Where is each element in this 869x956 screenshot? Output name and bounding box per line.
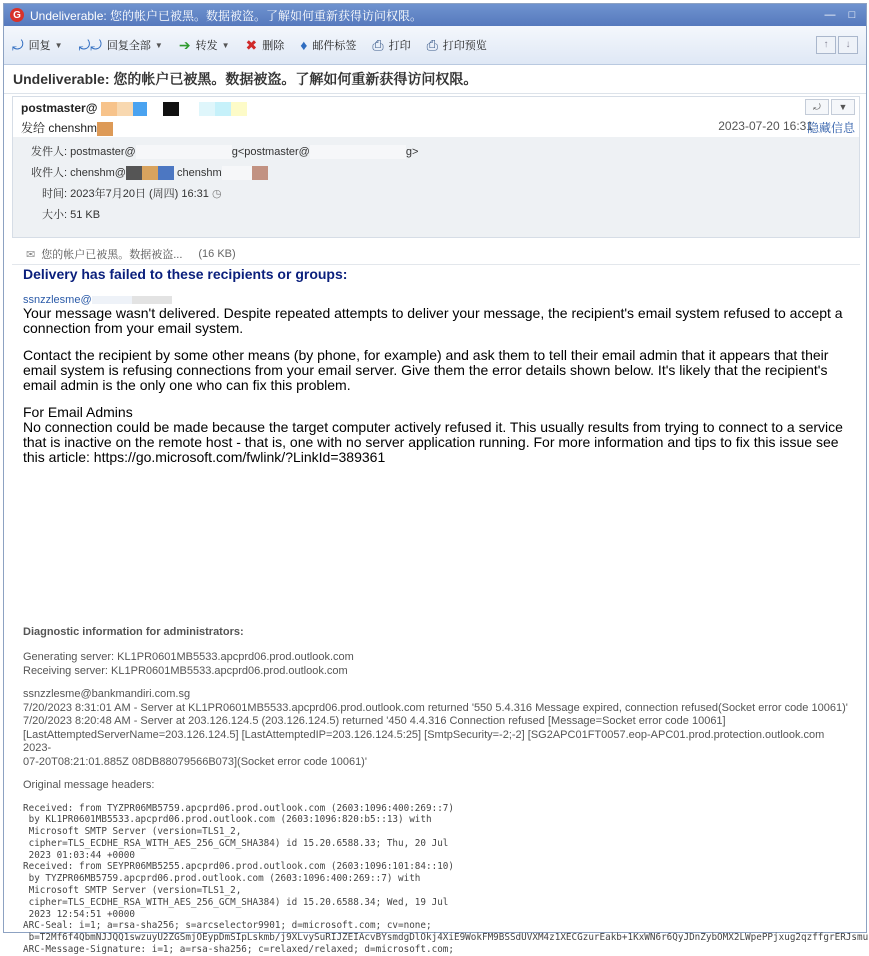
generating-server: Generating server: KL1PR0601MB5533.apcprd06.prod.outlook.com (23, 651, 354, 663)
attachment-name: 您的帐户已被黑。数据被盗... (41, 249, 183, 261)
reply-icon: ⤾ (12, 36, 24, 53)
failed-recipient[interactable]: ssnzzlesme@ (23, 294, 853, 306)
body-paragraph-3: No connection could be made because the target computer actively refused it. This usually results from trying to connect to a service that is inactive on the remote host - that is, one with no server application running. For more information and tips to fix this issue see this article: https://go.microsoft.com/fwlink/?LinkId=389361 (23, 419, 843, 465)
detail-size: 大小: 51 KB (42, 209, 101, 221)
redaction-block (163, 102, 179, 116)
delete-button[interactable]: ✖ 删除 (245, 36, 285, 53)
attachment-item[interactable] (12, 244, 860, 265)
redaction-block (133, 102, 147, 116)
redaction-block (101, 102, 117, 116)
detail-sender: 发件人: postmaster@ g<postmaster@ g> (31, 146, 419, 158)
original-headers: Received: from TYZPR06MB5759.apcprd06.prod.outlook.com (2603:1096:400:269::7) by KL1PR0601MB5533.apcprd06.prod.outlook.com (2603:1096:820:b5::13) with Microsoft SMTP Server (version=TLS1_2, cipher=TLS_ECDHE_RSA_WITH_AES_256_GCM_SHA384) id 15.20.6588.33; Thu, 20 Jul 2023 01:03:44 +0000 Received: from SEYPR06MB5255.apcprd06.prod.outlook.com (2603:1096:101:84::10) by TYZPR06MB5759.apcprd06.prod.outlook.com (2603:1096:400:269::7) with Microsoft SMTP Server (version=TLS1_2, cipher=TLS_ECDHE_RSA_WITH_AES_256_GCM_SHA384) id 15.20.6588.34; Wed, 19 Jul 2023 12:54:51 +0000 ARC-Seal: i=1; a=rsa-sha256; s=arcselector9901; d=microsoft.com; cv=none; b=T2Mf6f4QbmNJJQQ1swzuyU2ZGSmjOEypDmSIpLskmb/j9XLvySuRIJZEIAcvBYsmdgDlOkj4XiE9WokFM9BSSdUVXM4z1XECGzurEakb+1KxWN6r6QyJDnZybOMX2LWpePPjxug2qzffgrERJsmu ARC-Message-Signature: i=1; a=rsa-sha256; c=relaxed/relaxed; d=microsoft.com; (23, 802, 869, 956)
redaction-block (215, 102, 231, 116)
message-subject: Undeliverable: 您的帐户已被黑。数据被盗。了解如何重新获得访问权限。 (4, 65, 866, 94)
redaction-block (97, 122, 113, 136)
chevron-down-icon[interactable]: ▼ (154, 40, 163, 50)
diagnostic-line: 7/20/2023 8:31:01 AM - Server at KL1PR0601MB5533.apcprd06.prod.outlook.com returned '550 5.4.316 Message expired, connection refused(Socket error code 10061)' (23, 701, 848, 714)
body-paragraph-1: Your message wasn't delivered. Despite repeated attempts to deliver your message, the recipient's email system refused to accept a connection from your email system. (23, 305, 843, 336)
redaction-block (142, 166, 158, 180)
diagnostic-address: ssnzzlesme@bankmandiri.com.sg (23, 688, 191, 700)
diagnostic-line: [LastAttemptedServerName=203.126.124.5] [LastAttemptedIP=203.126.124.5:25] [SmtpSecurity=-2;-2] [SG2APC01FT0057.eop-APC01.prod.protection.outlook.com 2023- (23, 728, 825, 754)
diagnostic-section (23, 626, 869, 956)
recipient-summary: 发给 chenshm (21, 119, 113, 136)
redaction-block (92, 296, 132, 304)
envelope-icon: ✉ (26, 248, 36, 261)
redaction-block (179, 102, 199, 116)
reply-all-icon: ⤾⤾ (78, 36, 102, 53)
original-headers-title: Original message headers: (23, 779, 155, 791)
redaction-block (158, 166, 174, 180)
tag-button[interactable]: ♦ 邮件标签 (300, 37, 357, 53)
hide-details-link[interactable]: 隐藏信息 (806, 121, 855, 135)
mail-window (3, 3, 869, 956)
detail-time: 时间: 2023年7月20日 (周四) 16:31 ◷ (42, 188, 222, 200)
maximize-button[interactable]: □ (848, 9, 856, 21)
print-preview-icon: ⎙ (426, 36, 438, 53)
redaction-block (231, 102, 247, 116)
reply-button[interactable]: ⤾ 回复 ▼ (12, 36, 63, 53)
detail-recipient: 收件人: chenshm@ chenshm (31, 164, 268, 180)
redaction-block (310, 145, 406, 159)
print-button[interactable]: ⎙ 打印 (372, 36, 411, 53)
redaction-block (126, 166, 142, 180)
next-message-button[interactable]: ↓ (838, 36, 858, 54)
clock-icon: ◷ (211, 188, 222, 200)
diagnostic-title: Diagnostic information for administrators: (23, 626, 244, 638)
admin-section-title: For Email Admins (23, 404, 133, 420)
message-header (12, 96, 860, 238)
redaction-block (117, 102, 133, 116)
header-actions (803, 99, 855, 115)
header-details (13, 137, 859, 237)
toolbar (4, 26, 866, 65)
delivery-failed-heading: Delivery has failed to these recipients or groups: (23, 266, 348, 282)
attachment-size: (16 KB) (198, 248, 236, 260)
delete-icon: ✖ (245, 36, 258, 53)
app-logo-icon: G (10, 8, 24, 22)
print-preview-button[interactable]: ⎙ 打印预览 (426, 36, 487, 53)
redaction-block (199, 102, 215, 116)
redaction-block (252, 166, 268, 180)
sender-summary[interactable]: postmaster@ (21, 101, 247, 116)
body-paragraph-2: Contact the recipient by some other means (by phone, for example) and ask them to tell their email admin that it appears that their email system is refusing connections from your email server. Give them the error details shown below. It's likely that the recipient's email admin is the only one who can fix this problem. (23, 347, 829, 393)
previous-message-button[interactable]: ↑ (816, 36, 836, 54)
receiving-server: Receiving server: KL1PR0601MB5533.apcprd06.prod.outlook.com (23, 664, 348, 677)
diagnostic-line: 07-20T08:21:01.885Z 08DB88079566B073](Socket error code 10061)' (23, 755, 367, 768)
message-nav (814, 36, 858, 54)
title-bar (4, 4, 866, 26)
redaction-block (147, 102, 163, 116)
redaction-block (136, 145, 232, 159)
message-body (23, 266, 853, 477)
redaction-block (222, 166, 252, 180)
tag-icon: ♦ (300, 37, 308, 53)
reply-all-button[interactable]: ⤾⤾ 回复全部 ▼ (78, 36, 163, 53)
message-date: 2023-07-20 16:31 (718, 119, 813, 133)
header-menu-button[interactable]: ▼ (831, 99, 855, 115)
printer-icon: ⎙ (372, 36, 384, 53)
forward-button[interactable]: ➔ 转发 ▼ (178, 36, 230, 53)
chevron-down-icon[interactable]: ▼ (221, 40, 230, 50)
diagnostic-line: 7/20/2023 8:20:48 AM - Server at 203.126.124.5 (203.126.124.5) returned '450 4.4.316 Connection refused [Message=Socket error code 10061] (23, 715, 726, 727)
redaction-block (132, 296, 172, 304)
quick-reply-button[interactable]: ⤾ (805, 99, 829, 115)
chevron-down-icon[interactable]: ▼ (54, 40, 63, 50)
minimize-button[interactable]: — (824, 9, 836, 21)
window-title: Undeliverable: 您的帐户已被黑。数据被盗。了解如何重新获得访问权限。 (30, 8, 423, 23)
forward-icon: ➔ (178, 36, 191, 53)
